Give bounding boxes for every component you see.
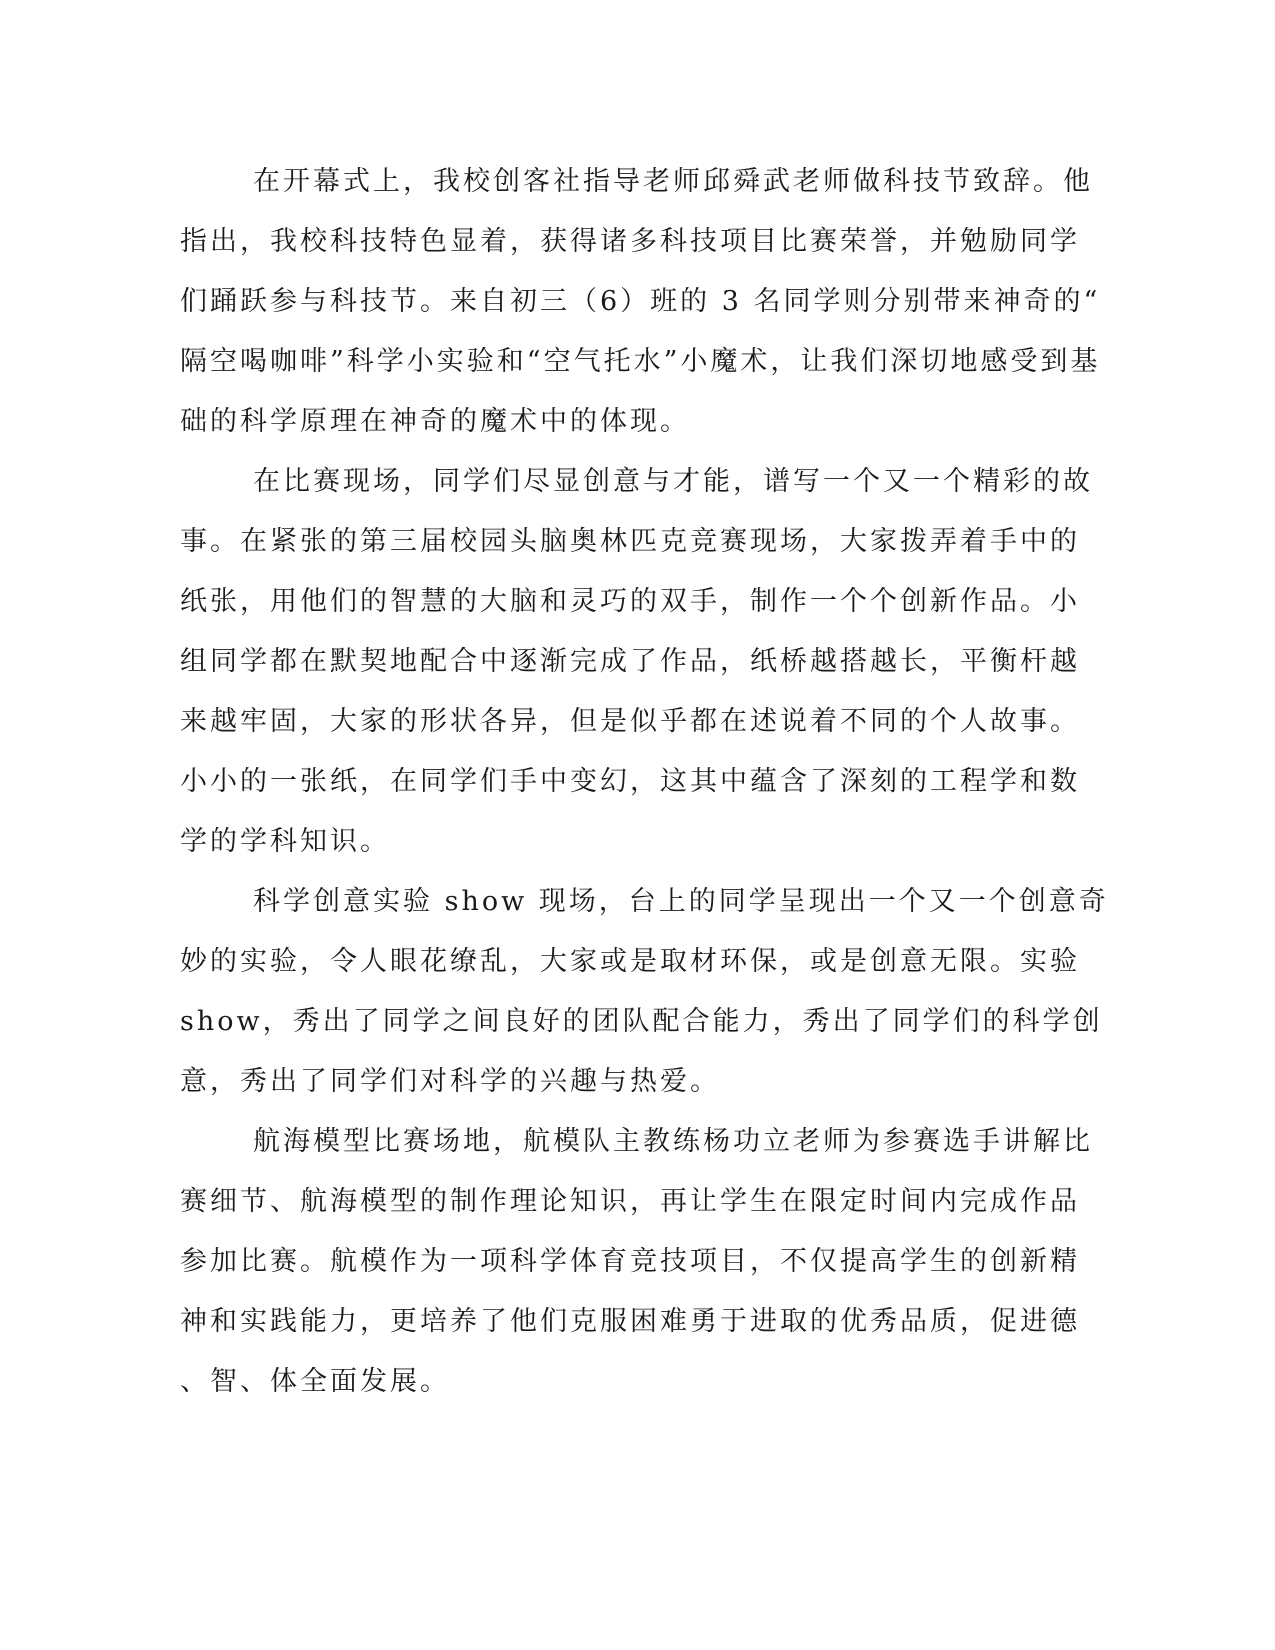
text-line: 妙的实验，令人眼花缭乱，大家或是取材环保，或是创意无限。实验: [180, 946, 1080, 977]
text-line: 指出，我校科技特色显着，获得诸多科技项目比赛荣誉，并勉励同学: [180, 226, 1080, 257]
paragraph-opening-ceremony: [180, 152, 1101, 452]
text-line: 础的科学原理在神奇的魔术中的体现。: [180, 406, 690, 437]
text-line: 学的学科知识。: [180, 826, 390, 857]
text-line: 赛细节、航海模型的制作理论知识，再让学生在限定时间内完成作品: [180, 1186, 1080, 1217]
text-line: 神和实践能力，更培养了他们克服困难勇于进取的优秀品质，促进德: [180, 1306, 1080, 1337]
text-line: 隔空喝咖啡”科学小实验和“空气托水”小魔术，让我们深切地感受到基: [180, 346, 1101, 377]
text-line: 航海模型比赛场地，航模队主教练杨功立老师为参赛选手讲解比: [253, 1126, 1093, 1157]
text-line: show，秀出了同学之间良好的团队配合能力，秀出了同学们的科学创: [180, 1006, 1103, 1037]
document-page: [180, 152, 1109, 1412]
text-line: 纸张，用他们的智慧的大脑和灵巧的双手，制作一个个创新作品。小: [180, 586, 1080, 617]
text-line: 意，秀出了同学们对科学的兴趣与热爱。: [180, 1066, 720, 1097]
text-line: 科学创意实验 show 现场，台上的同学呈现出一个又一个创意奇: [253, 886, 1109, 917]
text-line: 在比赛现场，同学们尽显创意与才能，谱写一个又一个精彩的故: [253, 466, 1093, 497]
text-line: 来越牢固，大家的形状各异，但是似乎都在述说着不同的个人故事。: [180, 706, 1080, 737]
paragraph-ship-model: [180, 1112, 1093, 1412]
text-line: 们踊跃参与科技节。来自初三（6）班的 3 名同学则分别带来神奇的“: [180, 286, 1101, 317]
text-line: 小小的一张纸，在同学们手中变幻，这其中蕴含了深刻的工程学和数: [180, 766, 1080, 797]
text-line: 组同学都在默契地配合中逐渐完成了作品，纸桥越搭越长，平衡杆越: [180, 646, 1080, 677]
paragraph-science-show: [180, 872, 1109, 1112]
text-line: 在开幕式上，我校创客社指导老师邱舜武老师做科技节致辞。他: [253, 166, 1093, 197]
text-line: 事。在紧张的第三届校园头脑奥林匹克竞赛现场，大家拨弄着手中的: [180, 526, 1080, 557]
text-line: 参加比赛。航模作为一项科学体育竞技项目，不仅提高学生的创新精: [180, 1246, 1080, 1277]
paragraph-competition-site: [180, 452, 1093, 872]
text-line: 、智、体全面发展。: [180, 1366, 450, 1397]
